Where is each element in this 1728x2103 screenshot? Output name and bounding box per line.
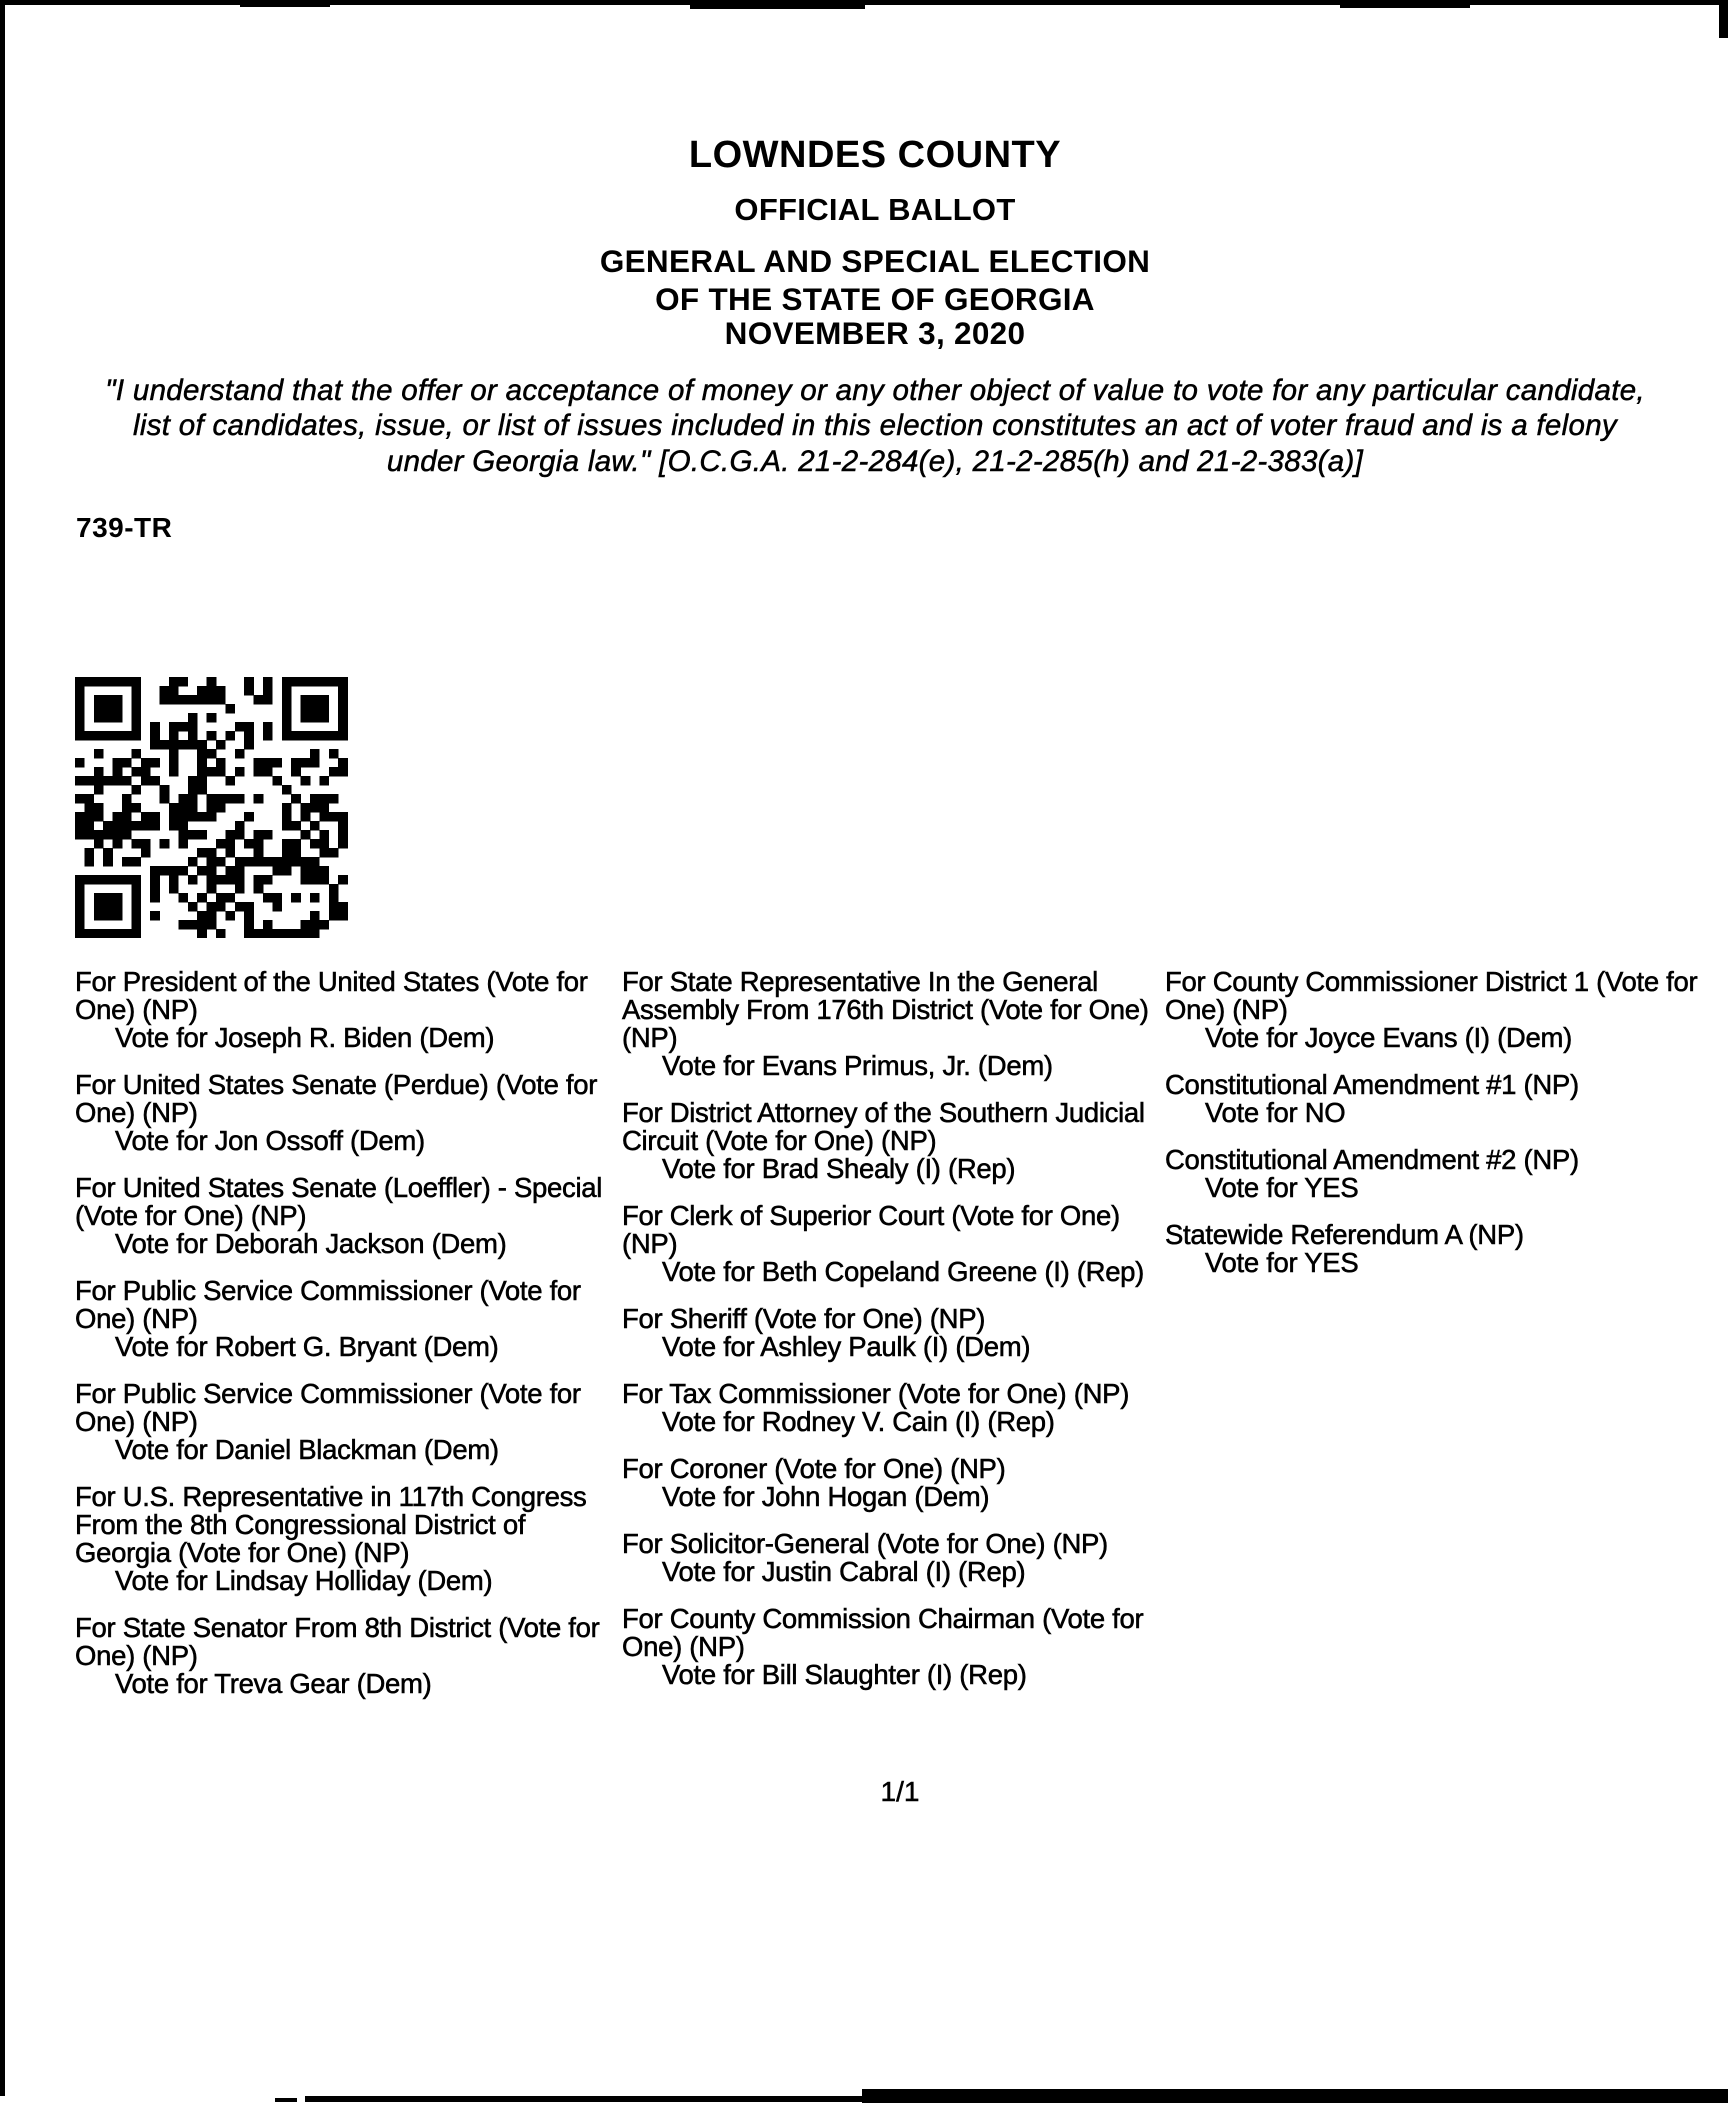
scan-edge-bottom-dash: [275, 2098, 297, 2102]
county-title: LOWNDES COUNTY: [688, 134, 1062, 176]
contest-title: For Sheriff (Vote for One) (NP): [622, 1303, 986, 1334]
vote-selection: Vote for Bill Slaughter (I) (Rep): [662, 1659, 1027, 1690]
vote-selection: Vote for Evans Primus, Jr. (Dem): [662, 1050, 1053, 1081]
fraud-disclaimer-line3: under Georgia law." [O.C.G.A. 21-2-284(e), 21-2-285(h) and 21-2-383(a)]: [386, 445, 1364, 478]
vote-selection: Vote for Ashley Paulk (I) (Dem): [662, 1331, 1031, 1362]
qr-code-icon: [75, 677, 348, 938]
contest-title: For U.S. Representative in 117th Congress From the 8th Congressional District of Georgia (Vote for One) (NP): [75, 1481, 587, 1568]
page-number: 1/1: [880, 1776, 920, 1807]
contest-block: [622, 1605, 1167, 1689]
contest-block: [622, 1305, 1167, 1361]
contest-title: For United States Senate (Loeffler) - Special (Vote for One) (NP): [75, 1172, 603, 1231]
vote-selection: Vote for Rodney V. Cain (I) (Rep): [662, 1406, 1055, 1437]
scan-edge-top-blob: [1340, 0, 1470, 8]
contest-block: [75, 1380, 612, 1464]
vote-selection: Vote for YES: [1205, 1172, 1359, 1203]
scan-edge-top-blob: [240, 0, 330, 7]
contest-title: For District Attorney of the Southern Judicial Circuit (Vote for One) (NP): [622, 1097, 1145, 1156]
contest-title: For County Commissioner District 1 (Vote for One) (NP): [1165, 966, 1698, 1025]
vote-selection: Vote for John Hogan (Dem): [662, 1481, 990, 1512]
contest-title: Constitutional Amendment #1 (NP): [1165, 1069, 1579, 1100]
contest-block: [1165, 968, 1725, 1052]
scan-edge-corner-tick: [1719, 0, 1728, 38]
contest-title: For State Representative In the General Assembly From 176th District (Vote for One) (NP): [622, 966, 1149, 1053]
scan-edge-bottom-thin: [305, 2096, 865, 2102]
election-title-line2: OF THE STATE OF GEORGIA: [655, 281, 1095, 317]
contest-block: [622, 1380, 1167, 1436]
scan-edge-top-blob: [690, 0, 865, 9]
contest-block: [622, 1099, 1167, 1183]
contest-title: Constitutional Amendment #2 (NP): [1165, 1144, 1579, 1175]
ballot-column-3: [1165, 968, 1725, 1296]
vote-selection: Vote for Lindsay Holliday (Dem): [115, 1565, 493, 1596]
vote-selection: Vote for Beth Copeland Greene (I) (Rep): [662, 1256, 1145, 1287]
contest-title: For County Commission Chairman (Vote for One) (NP): [622, 1603, 1144, 1662]
vote-selection: Vote for Treva Gear (Dem): [115, 1668, 432, 1699]
vote-selection: Vote for Brad Shealy (I) (Rep): [662, 1153, 1016, 1184]
contest-block: [622, 968, 1167, 1080]
contest-block: [75, 1614, 612, 1698]
scan-edge-bottom-thick: [862, 2089, 1728, 2103]
fraud-disclaimer-line1: "I understand that the offer or acceptance of money or any other object of value to vote for any particular candidate,: [105, 374, 1645, 407]
contest-title: For United States Senate (Perdue) (Vote for One) (NP): [75, 1069, 598, 1128]
election-title-line1: GENERAL AND SPECIAL ELECTION: [599, 243, 1151, 279]
vote-selection: Vote for Justin Cabral (I) (Rep): [662, 1556, 1026, 1587]
vote-selection: Vote for Joseph R. Biden (Dem): [115, 1022, 495, 1053]
contest-block: [75, 1174, 612, 1258]
contest-title: For Public Service Commissioner (Vote for One) (NP): [75, 1378, 581, 1437]
contest-title: For Clerk of Superior Court (Vote for One) (NP): [622, 1200, 1120, 1259]
fraud-disclaimer-line2: list of candidates, issue, or list of issues included in this election constitutes an act of voter fraud and is a felony: [133, 409, 1617, 442]
contest-block: [1165, 1071, 1725, 1127]
ballot-type-title: OFFICIAL BALLOT: [734, 192, 1016, 227]
contest-block: [75, 1277, 612, 1361]
contest-title: For Coroner (Vote for One) (NP): [622, 1453, 1006, 1484]
contest-title: Statewide Referendum A (NP): [1165, 1219, 1524, 1250]
ballot-column-2: [622, 968, 1167, 1708]
election-date: NOVEMBER 3, 2020: [724, 315, 1026, 351]
vote-selection: Vote for Robert G. Bryant (Dem): [115, 1331, 499, 1362]
contest-block: [1165, 1221, 1725, 1277]
contest-block: [1165, 1146, 1725, 1202]
vote-selection: Vote for Jon Ossoff (Dem): [115, 1125, 425, 1156]
contest-block: [75, 968, 612, 1052]
contest-block: [622, 1202, 1167, 1286]
contest-title: For Public Service Commissioner (Vote for One) (NP): [75, 1275, 581, 1334]
vote-selection: Vote for Joyce Evans (I) (Dem): [1205, 1022, 1572, 1053]
scan-edge-left: [0, 0, 5, 2096]
contest-block: [75, 1071, 612, 1155]
contest-block: [75, 1483, 612, 1595]
vote-selection: Vote for YES: [1205, 1247, 1359, 1278]
contest-title: For State Senator From 8th District (Vote for One) (NP): [75, 1612, 600, 1671]
ballot-style-code: 739-TR: [76, 512, 173, 543]
contest-block: [622, 1455, 1167, 1511]
vote-selection: Vote for Deborah Jackson (Dem): [115, 1228, 507, 1259]
contest-title: For Tax Commissioner (Vote for One) (NP): [622, 1378, 1130, 1409]
ballot-column-1: [75, 968, 612, 1717]
contest-title: For President of the United States (Vote for One) (NP): [75, 966, 588, 1025]
contest-block: [622, 1530, 1167, 1586]
vote-selection: Vote for NO: [1205, 1097, 1346, 1128]
contest-title: For Solicitor-General (Vote for One) (NP): [622, 1528, 1108, 1559]
vote-selection: Vote for Daniel Blackman (Dem): [115, 1434, 499, 1465]
